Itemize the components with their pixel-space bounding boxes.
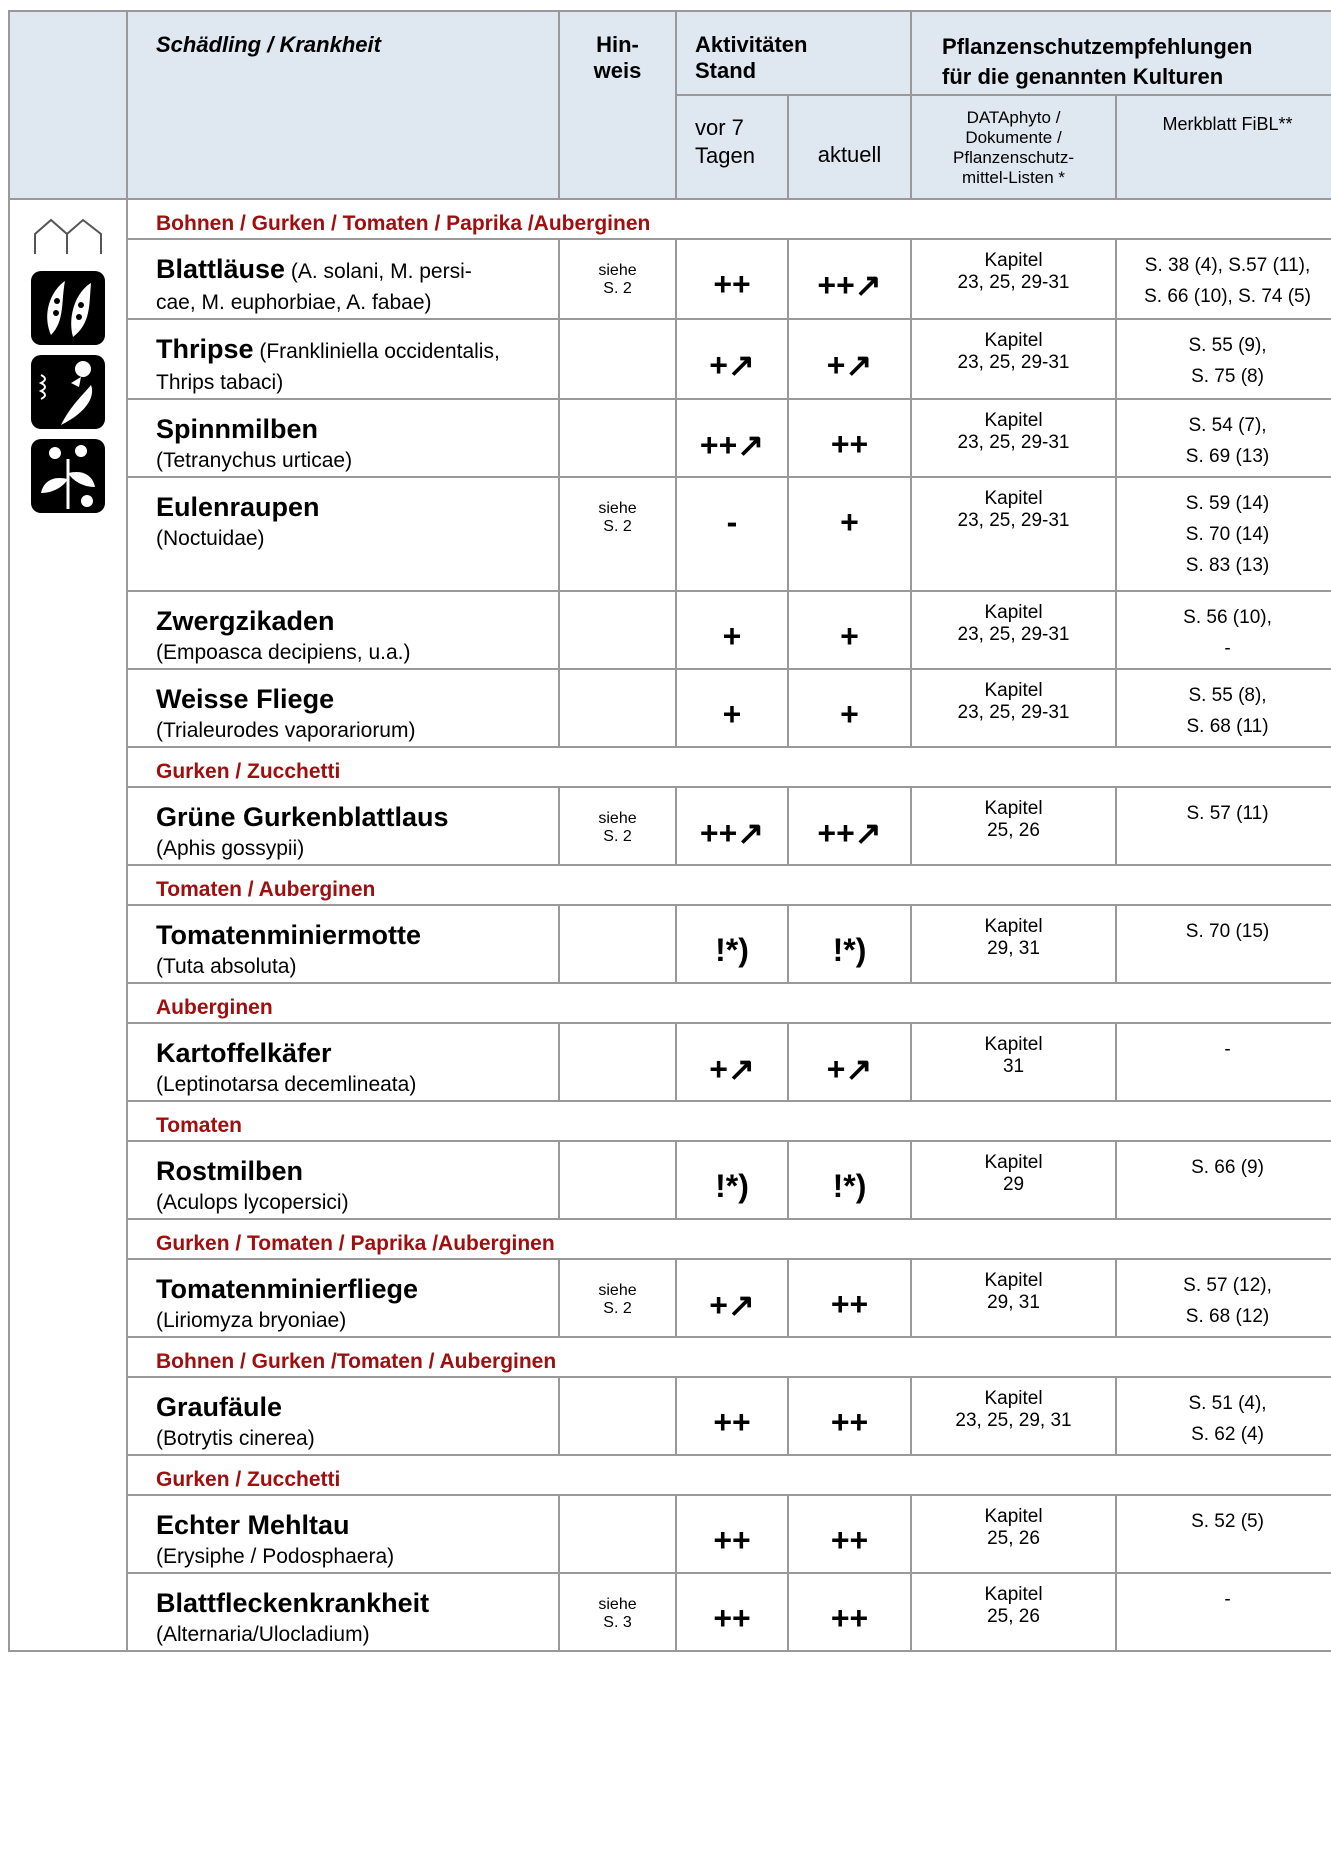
crop-section-header: Auberginen [127,983,1331,1023]
dataphyto-chapter-cell: Kapitel 23, 25, 29-31 [911,319,1116,399]
recommendations-column-header: Pflanzenschutzempfehlungen für die genannten Kulturen [911,11,1331,95]
activity-current-cell: ++ [788,399,911,477]
activity-current-cell: !*) [788,905,911,983]
pest-name-cell [127,1573,559,1651]
greenhouse-icon [31,216,105,261]
pest-name: Echter Mehltau [156,1510,350,1540]
fibl-reference-cell: S. 52 (5) [1116,1495,1331,1573]
pest-name-cell [127,399,559,477]
fibl-reference-cell: S. 66 (9) [1116,1141,1331,1219]
pest-name: Blattfleckenkrankheit [156,1588,430,1618]
pest-name-cell [127,905,559,983]
pest-name-cell [127,787,559,865]
crop-section-header: Gurken / Zucchetti [127,747,1331,787]
fibl-reference-cell: S. 57 (11) [1116,787,1331,865]
activity-previous-cell: ++ [676,239,788,319]
hinweis-cell [559,591,676,669]
activity-previous-cell: !*) [676,1141,788,1219]
fibl-reference-cell: S. 70 (15) [1116,905,1331,983]
activity-current-cell: ++ [788,1259,911,1337]
crop-section-header: Gurken / Tomaten / Paprika /Auberginen [127,1219,1331,1259]
pest-name: Blattläuse [156,254,286,284]
hinweis-cell: siehe S. 2 [559,787,676,865]
crop-section-header: Gurken / Zucchetti [127,1455,1331,1495]
icon-column-header [9,11,127,199]
fibl-reference-cell: S. 55 (8), S. 68 (11) [1116,669,1331,747]
fibl-reference-cell: S. 54 (7), S. 69 (13) [1116,399,1331,477]
activity-previous-cell: + [676,669,788,747]
dataphyto-chapter-cell: Kapitel 23, 25, 29-31 [911,477,1116,591]
pest-name: Spinnmilben [156,414,318,444]
dataphyto-chapter-cell: Kapitel 23, 25, 29-31 [911,669,1116,747]
fibl-reference-cell: S. 56 (10), - [1116,591,1331,669]
pest-latin-name: (Alternaria/Ulocladium) [156,1623,370,1646]
pest-name-cell [127,1259,559,1337]
pest-name: Tomatenminiermotte [156,920,422,950]
hinweis-cell: siehe S. 2 [559,239,676,319]
dataphyto-chapter-cell: Kapitel 23, 25, 29-31 [911,591,1116,669]
crop-section-header: Tomaten [127,1101,1331,1141]
pest-latin-name: cae, M. euphorbiae, A. fabae) [156,291,432,314]
activity-previous-cell: - [676,477,788,591]
crop-icons [9,199,127,1651]
pest-latin-name: (Botrytis cinerea) [156,1427,315,1450]
dataphyto-column-header: DATAphyto / Dokumente / Pflanzenschutz- mittel-Listen * [911,95,1116,199]
fibl-column-header: Merkblatt FiBL** [1116,95,1331,199]
pest-latin-name: (Noctuidae) [156,527,265,550]
bean-pods-icon [31,271,105,345]
dataphyto-chapter-cell: Kapitel 23, 25, 29, 31 [911,1377,1116,1455]
pest-latin-name: (Leptinotarsa decemlineata) [156,1073,417,1096]
hinweis-cell [559,1495,676,1573]
cucumber-plant-icon [31,355,105,429]
crop-section-header: Bohnen / Gurken / Tomaten / Paprika /Auberginen [127,199,1331,239]
fibl-reference-cell: S. 57 (12), S. 68 (12) [1116,1259,1331,1337]
activity-current-cell: + [788,669,911,747]
activity-previous-cell: +↗ [676,1259,788,1337]
activity-current-cell: + [788,477,911,591]
hinweis-cell [559,399,676,477]
hinweis-cell [559,1377,676,1455]
pest-name-cell [127,669,559,747]
activity-current-cell: ++ [788,1573,911,1651]
fibl-reference-cell: S. 38 (4), S.57 (11), S. 66 (10), S. 74 (5) [1116,239,1331,319]
pest-latin-name: (Aculops lycopersici) [156,1191,349,1214]
activity-current-cell: +↗ [788,319,911,399]
hinweis-column-header: Hin- weis [559,11,676,199]
fibl-reference-cell: S. 51 (4), S. 62 (4) [1116,1377,1331,1455]
pest-name: Graufäule [156,1392,283,1422]
fibl-reference-cell: S. 59 (14) S. 70 (14) S. 83 (13) [1116,477,1331,591]
hinweis-cell: siehe S. 2 [559,477,676,591]
pest-name-cell [127,1023,559,1101]
hinweis-cell: siehe S. 2 [559,1259,676,1337]
pest-name: Zwergzikaden [156,606,335,636]
activity-previous-cell: ++ [676,1377,788,1455]
hinweis-cell [559,905,676,983]
pest-latin-name: (Aphis gossypii) [156,837,305,860]
pest-name-cell [127,239,559,319]
pest-column-header: Schädling / Krankheit [127,11,559,199]
pest-name: Eulenraupen [156,492,320,522]
hinweis-cell: siehe S. 3 [559,1573,676,1651]
pest-latin-name: (Tuta absoluta) [156,955,297,978]
pest-latin-name: (Trialeurodes vaporariorum) [156,719,416,742]
crop-section-header: Bohnen / Gurken /Tomaten / Auberginen [127,1337,1331,1377]
activity-current-cell: ++↗ [788,239,911,319]
dataphyto-chapter-cell: Kapitel 25, 26 [911,1495,1116,1573]
activity-previous-cell: ++↗ [676,399,788,477]
hinweis-cell [559,1023,676,1101]
tomato-plant-icon [31,439,105,513]
pest-name: Grüne Gurkenblattlaus [156,802,449,832]
vor7-column-header: vor 7 Tagen [676,95,788,199]
activity-previous-cell: + [676,591,788,669]
activity-previous-cell: ++ [676,1573,788,1651]
dataphyto-chapter-cell: Kapitel 31 [911,1023,1116,1101]
activity-current-cell: ++ [788,1495,911,1573]
fibl-reference-cell: - [1116,1023,1331,1101]
pest-name-cell [127,319,559,399]
pest-latin-name: (Empoasca decipiens, u.a.) [156,641,411,664]
pest-latin-name: (A. solani, M. persi- [285,260,472,283]
pest-latin-name: Thrips tabaci) [156,371,284,394]
activity-current-cell: +↗ [788,1023,911,1101]
dataphyto-chapter-cell: Kapitel 29, 31 [911,905,1116,983]
pest-latin-name: (Tetranychus urticae) [156,449,353,472]
pest-name-cell [127,477,559,591]
hinweis-cell [559,1141,676,1219]
dataphyto-chapter-cell: Kapitel 29, 31 [911,1259,1116,1337]
pest-latin-name: (Erysiphe / Podosphaera) [156,1545,395,1568]
pest-name-cell [127,1141,559,1219]
activity-current-cell: ++ [788,1377,911,1455]
activity-current-cell: + [788,591,911,669]
activity-previous-cell: ++↗ [676,787,788,865]
hinweis-cell [559,669,676,747]
activity-previous-cell: +↗ [676,1023,788,1101]
pest-name-cell [127,591,559,669]
dataphyto-chapter-cell: Kapitel 23, 25, 29-31 [911,399,1116,477]
aktuell-column-header: aktuell [788,95,911,199]
fibl-reference-cell: S. 55 (9), S. 75 (8) [1116,319,1331,399]
crop-section-header: Tomaten / Auberginen [127,865,1331,905]
fibl-reference-cell: - [1116,1573,1331,1651]
pest-name: Thripse [156,334,254,364]
activity-current-cell: !*) [788,1141,911,1219]
pest-name: Tomatenminierfliege [156,1274,419,1304]
pest-latin-name: (Frankliniella occidentalis, [253,340,500,363]
pest-name: Rostmilben [156,1156,304,1186]
activity-previous-cell: !*) [676,905,788,983]
activity-column-header: Aktivitäten Stand [676,11,911,95]
pest-name-cell [127,1377,559,1455]
pest-name: Kartoffelkäfer [156,1038,332,1068]
dataphyto-chapter-cell: Kapitel 25, 26 [911,787,1116,865]
hinweis-cell [559,319,676,399]
activity-current-cell: ++↗ [788,787,911,865]
pest-table [8,10,1331,1652]
pest-name-cell [127,1495,559,1573]
pest-name: Weisse Fliege [156,684,335,714]
activity-previous-cell: +↗ [676,319,788,399]
activity-previous-cell: ++ [676,1495,788,1573]
dataphyto-chapter-cell: Kapitel 25, 26 [911,1573,1116,1651]
dataphyto-chapter-cell: Kapitel 23, 25, 29-31 [911,239,1116,319]
pest-latin-name: (Liriomyza bryoniae) [156,1309,347,1332]
dataphyto-chapter-cell: Kapitel 29 [911,1141,1116,1219]
